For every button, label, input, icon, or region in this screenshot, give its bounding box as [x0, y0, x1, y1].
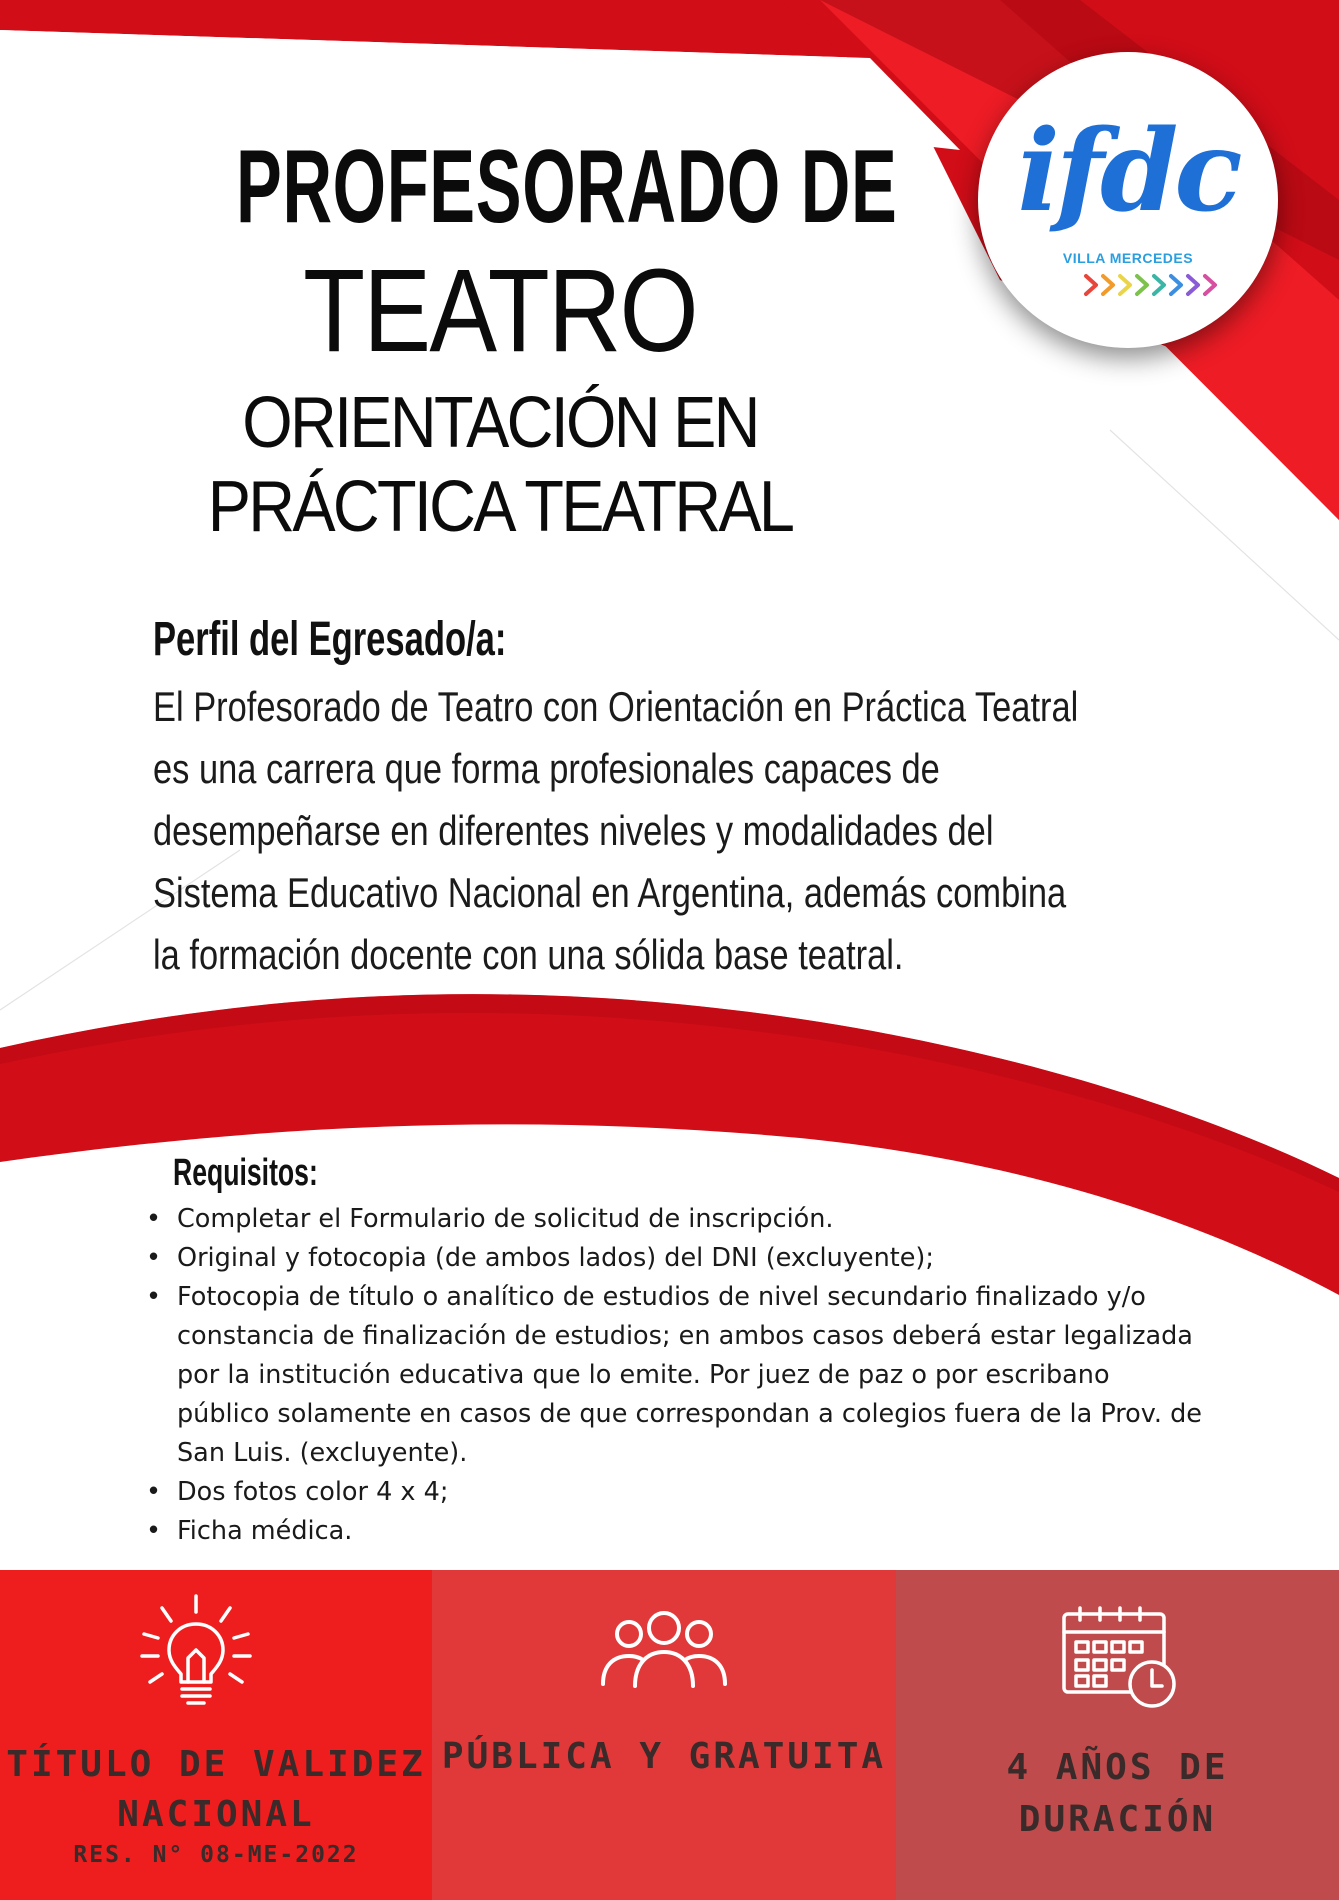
- perfil-line: Sistema Educativo Nacional en Argentina, además combina: [153, 869, 1067, 916]
- perfil-line: El Profesorado de Teatro con Orientación en Práctica Teatral: [153, 683, 1079, 730]
- requisito-item: [144, 1239, 1204, 1278]
- users-icon: [589, 1600, 739, 1700]
- logo-chevron: [1120, 276, 1130, 294]
- lightbulb-icon: [136, 1590, 256, 1710]
- perfil-heading: Perfil del Egresado/a:: [153, 613, 507, 666]
- logo-chevron: [1154, 276, 1164, 294]
- requisitos-heading: Requisitos:: [173, 1152, 318, 1194]
- requisito-text: Completar el Formulario de solicitud de inscripción.: [177, 1204, 834, 1234]
- feature-title-line: TÍTULO DE VALIDEZ: [6, 1744, 426, 1785]
- perfil-paragraph: [153, 676, 1162, 986]
- title-line-3: ORIENTACIÓN EN: [242, 383, 758, 463]
- perfil-line: la formación docente con una sólida base teatral.: [153, 931, 904, 978]
- feature-subtitle: RES. N° 08-ME-2022: [73, 1842, 359, 1868]
- title-line-4: PRÁCTICA TEATRAL: [207, 467, 793, 547]
- requisito-item: [144, 1200, 1204, 1239]
- title-line-2: TEATRO: [303, 245, 697, 377]
- logo-chevron: [1086, 276, 1096, 294]
- logo-chevron: [1103, 276, 1113, 294]
- perfil-line: es una carrera que forma profesionales capaces de: [153, 745, 940, 792]
- perfil-line: desempeñarse en diferentes niveles y modalidades del: [153, 807, 994, 854]
- logo-chevron: [1137, 276, 1147, 294]
- feature-panel-duracion: [896, 1570, 1339, 1900]
- logo-wordmark: ifdc: [1017, 106, 1239, 237]
- feature-title: [0, 1740, 432, 1840]
- calendar-clock-icon: [1056, 1604, 1186, 1714]
- title-line-1: PROFESORADO DE: [236, 129, 898, 245]
- requisito-item: [144, 1278, 1204, 1473]
- logo-chevron: [1171, 276, 1181, 294]
- requisito-item: [144, 1512, 1204, 1551]
- bullet-icon: •: [146, 1204, 162, 1234]
- feature-title-line: NACIONAL: [117, 1794, 315, 1835]
- logo-chevron: [1188, 276, 1198, 294]
- logo-subtitle: VILLA MERCEDES: [1062, 250, 1194, 266]
- feature-title: PÚBLICA Y GRATUITA: [441, 1736, 887, 1777]
- bullet-icon: •: [146, 1243, 162, 1273]
- bullet-icon: •: [146, 1516, 162, 1546]
- logo-chevrons-icon: [1082, 270, 1232, 300]
- bullet-icon: •: [146, 1477, 162, 1507]
- feature-title: [896, 1742, 1339, 1846]
- requisito-text: Original y fotocopia (de ambos lados) del DNI (excluyente);: [177, 1243, 934, 1273]
- requisito-item: [144, 1473, 1204, 1512]
- ifdc-logo: [978, 52, 1278, 348]
- requisitos-list: [144, 1200, 1204, 1551]
- requisito-text: Fotocopia de título o analítico de estudios de nivel secundario finalizado y/o constancia de finalización de estudios; en ambos casos deberá estar legalizada por la institución educativa que lo emite. Por juez de paz o por escribano público solamente en casos de que correspondan a colegios fuera de la Prov. de San Luis. (excluyente).: [177, 1282, 1202, 1468]
- feature-title-line: DURACIÓN: [1018, 1799, 1217, 1840]
- requisito-text: Ficha médica.: [177, 1516, 353, 1546]
- logo-chevron: [1205, 276, 1215, 294]
- bullet-icon: •: [146, 1282, 162, 1312]
- feature-panel-publica: [432, 1570, 896, 1900]
- feature-panel-validez: [0, 1570, 432, 1900]
- requisito-text: Dos fotos color 4 x 4;: [177, 1477, 449, 1507]
- feature-title-line: 4 AÑOS DE: [1006, 1747, 1229, 1788]
